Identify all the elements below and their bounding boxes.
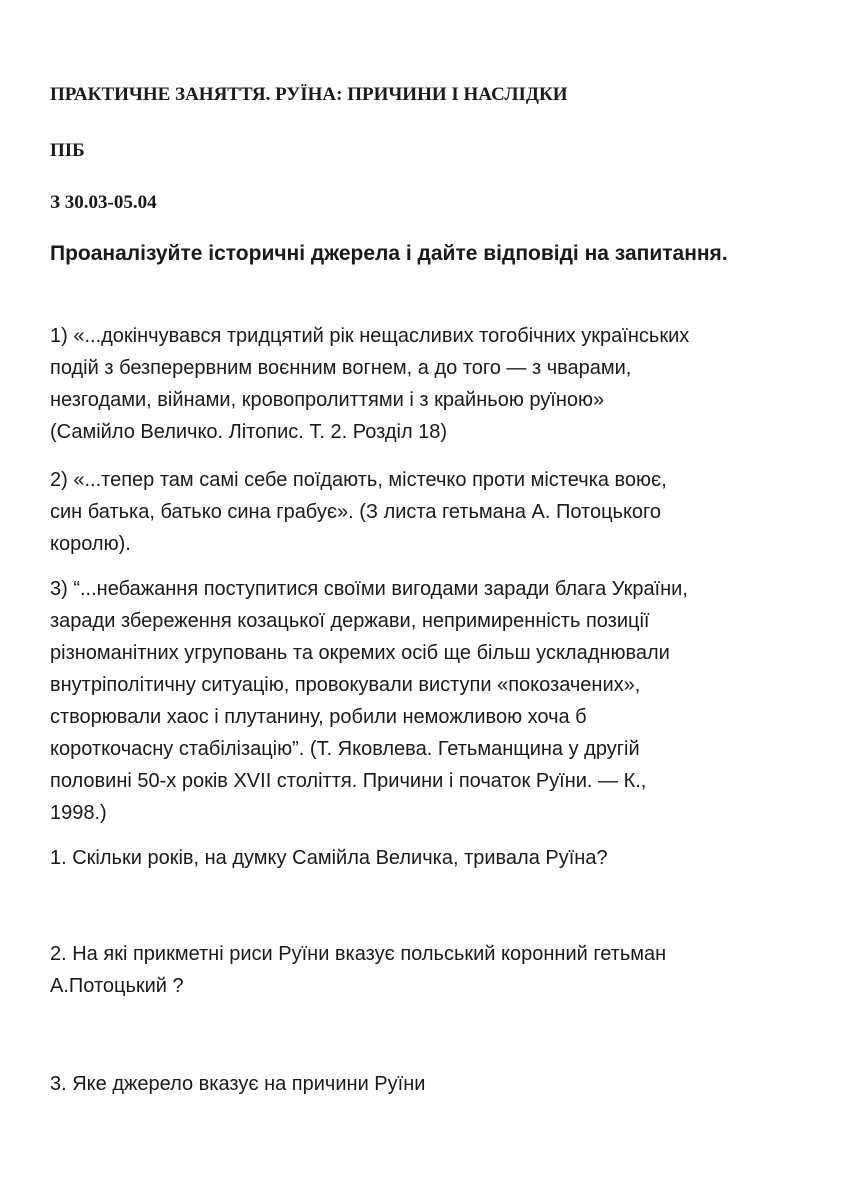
- source-line: королю).: [50, 533, 131, 555]
- source-line: половині 50-х років XVII століття. Причини і початок Руїни. — К.,: [50, 770, 647, 792]
- question-2: [50, 938, 810, 1002]
- source-line: син батька, батько сина грабує». (З листа гетьмана А. Потоцького: [50, 501, 662, 523]
- source-line: короткочасну стабілізацію”. (Т. Яковлева. Гетьманщина у другій: [50, 738, 640, 760]
- source-line: незгодами, війнами, кровопролиттями і з крайньою руїною»: [50, 389, 605, 411]
- source-line: 1998.): [50, 802, 107, 824]
- source-line: заради збереження козацької держави, непримиренність позиції: [50, 610, 650, 632]
- name-label: ПІБ: [50, 140, 85, 161]
- question-1: [50, 842, 810, 874]
- source-2: [50, 464, 810, 560]
- source-line: створювали хаос і плутанину, робили неможливою хоча б: [50, 706, 587, 728]
- date-range: З 30.03-05.04: [50, 192, 157, 213]
- question-line: 1. Скільки років, на думку Самійла Величка, тривала Руїна?: [50, 847, 608, 869]
- source-1: [50, 320, 810, 448]
- source-line: різноманітних угруповань та окремих осіб ще більш ускладнювали: [50, 642, 670, 664]
- page-title: ПРАКТИЧНЕ ЗАНЯТТЯ. РУЇНА: ПРИЧИНИ І НАСЛІДКИ: [50, 84, 568, 105]
- instruction-text: Проаналізуйте історичні джерела і дайте відповіді на запитання.: [50, 242, 728, 265]
- question-line: 2. На які прикметні риси Руїни вказує польський коронний гетьман: [50, 943, 667, 965]
- source-line: 1) «...докінчувався тридцятий рік нещасливих тогобічних українських: [50, 325, 690, 347]
- source-line: 2) «...тепер там самі себе поїдають, містечко проти містечка воює,: [50, 469, 667, 491]
- question-line: А.Потоцький ?: [50, 975, 184, 997]
- question-3: [50, 1068, 810, 1100]
- question-line: 3. Яке джерело вказує на причини Руїни: [50, 1073, 426, 1095]
- source-line: (Самійло Величко. Літопис. Т. 2. Розділ 18): [50, 421, 448, 443]
- source-line: подій з безперервним воєнним вогнем, а до того — з чварами,: [50, 357, 632, 379]
- source-line: 3) “...небажання поступитися своїми вигодами заради блага України,: [50, 578, 688, 600]
- source-line: внутріполітичну ситуацію, провокували виступи «покозачених»,: [50, 674, 641, 696]
- source-3: [50, 573, 810, 829]
